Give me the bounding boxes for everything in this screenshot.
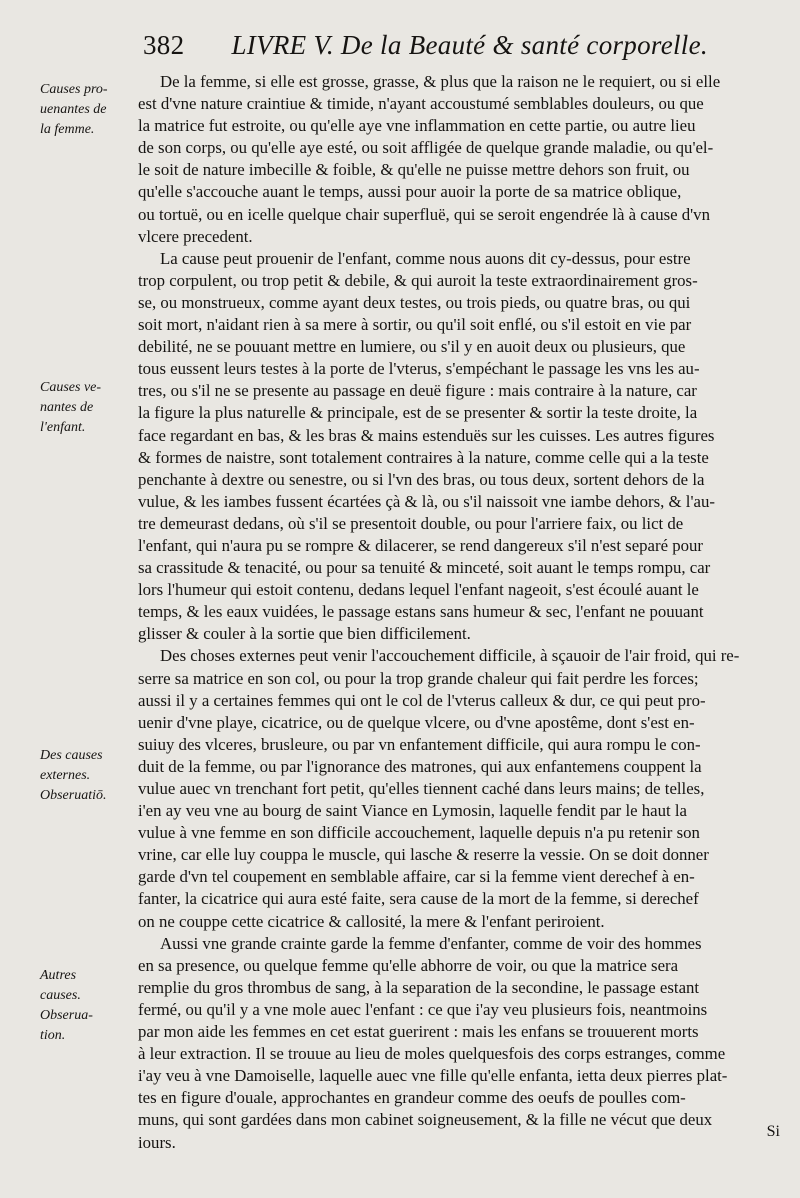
text-line: vlcere precedent.: [138, 226, 253, 246]
text-line: se, ou monstrueux, comme ayant deux testes, ou trois pieds, ou quatre bras, ou qui: [138, 292, 691, 312]
text-line: vrine, car elle luy couppa le muscle, qui lasche & reserre la vessie. On se doit donner: [138, 845, 709, 865]
text-line: & formes de naistre, sont totalement contraires à la nature, comme celle qui a la teste: [138, 447, 709, 467]
body-text: [138, 71, 790, 1154]
text-line: i'ay veu à vne Damoiselle, laquelle auec vne fille qu'elle enfanta, ietta deux pierres plat-: [138, 1066, 728, 1086]
text-line: vulue auec vn trenchant fort petit, qu'elles tiennent caché dans leurs mains; de telles,: [138, 779, 705, 798]
text-line: remplie du gros thrombus de sang, à la separation de la secondine, le passage estant: [138, 977, 700, 997]
text-line: face regardant en bas, & les bras & mains estenduës sur les cuisses. Les autres figures: [138, 425, 715, 445]
text-line: vulue à vne femme en son difficile accouchement, laquelle depuis n'a pu retenir son: [138, 823, 700, 843]
text-line: Aussi vne grande crainte garde la femme d'enfanter, comme de voir des hommes: [160, 933, 702, 953]
text-line: garde d'vn tel coupement en semblable affaire, car si la femme vient derechef à en-: [138, 867, 695, 887]
text-line: soit mort, n'aidant rien à sa mere à sortir, ou qu'il soit enflé, ou s'il estoit en vie par: [138, 315, 692, 335]
text-line: aussi il y a certaines femmes qui ont le col de l'vterus calleux & dur, ce qui peut pro-: [138, 690, 706, 710]
margin-note-child-causes: Causes ve- nantes de l'enfant.: [40, 380, 102, 435]
running-head: LIVRE V. De la Beauté & santé corporelle.: [231, 30, 708, 60]
text-line: La cause peut prouenir de l'enfant, comme nous auons dit cy-dessus, pour estre: [160, 248, 691, 268]
text-line: qu'elle s'accouche auant le temps, aussi pour auoir la porte de sa matrice oblique,: [138, 182, 682, 202]
text-line: Des choses externes peut venir l'accouchement difficile, à sçauoir de l'air froid, qui re-: [160, 646, 740, 666]
text-line: tres, ou s'il ne se presente au passage en deuë figure : mais contraire à la nature, car: [138, 381, 697, 401]
text-line: la figure la plus naturelle & principale, est de se presenter & sortir la teste droite, la: [138, 403, 698, 423]
signature-mark: Si: [766, 1123, 780, 1140]
text-line: on ne couppe cette cicatrice & callosité, la mere & l'enfant periroient.: [138, 911, 605, 931]
text-line: temps, & les eaux vuidées, le passage estans sans humeur & sec, l'enfant ne pouuant: [138, 602, 704, 622]
text-line: i'en ay veu vne au bourg de saint Viance en Lymosin, laquelle fendit par le haut la: [138, 801, 687, 821]
text-line: De la femme, si elle est grosse, grasse, & plus que la raison ne le requiert, ou si elle: [160, 72, 721, 91]
text-line: de son corps, ou qu'elle aye esté, ou soit affligée de quelque grande maladie, ou qu'el-: [138, 138, 714, 158]
text-line: penchante à dextre ou senestre, ou si l'vn des bras, ou tous deux, sortent dehors de la: [138, 469, 705, 489]
margin-note-other-causes: Autres causes. Obserua- tion.: [40, 968, 93, 1043]
text-line: tous eussent leurs testes à la porte de l'vterus, s'empéchant le passage les vns les au-: [138, 359, 700, 379]
margin-note-external-causes: Des causes externes. Obseruatiō.: [40, 748, 107, 803]
text-line: fanter, la cicatrice qui aura esté faite, sera cause de la mort de la femme, si derechef: [138, 889, 699, 909]
text-line: sa crassitude & tenacité, ou pour sa tenuité & minceté, soit auant le temps rompu, car: [138, 558, 711, 578]
text-line: par mon aide les femmes en cet estat guerirent : mais les enfans se trouuerent morts: [138, 1022, 699, 1042]
text-line: est d'vne nature craintiue & timide, n'ayant accoustumé semblables douleurs, ou que: [138, 94, 704, 114]
margin-note-mother-causes: Causes pro- uenantes de la femme.: [40, 82, 108, 137]
text-line: en sa presence, ou quelque femme qu'elle abhorre de voir, ou que la matrice sera: [138, 955, 679, 975]
text-line: fermé, ou qu'il y a vne mole auec l'enfant : ce que i'ay veu plusieurs fois, neantmoins: [138, 999, 708, 1019]
text-line: tes en figure d'ouale, approchantes en grandeur comme des oeufs de poulles com-: [138, 1088, 686, 1108]
text-line: l'enfant, qui n'aura pu se rompre & dilacerer, se rend dangereux s'il n'est separé pour: [138, 535, 703, 555]
text-line: muns, qui sont gardées dans mon cabinet soigneusement, & la fille ne vécut que deux: [138, 1110, 713, 1130]
text-line: serre sa matrice en son col, ou pour la trop grande chaleur qui fait perdre les forces;: [138, 668, 699, 688]
text-line: à leur extraction. Il se trouue au lieu de moles quelquesfois des corps estranges, comme: [138, 1044, 726, 1064]
text-line: trop corpulent, ou trop petit & debile, & qui auroit la teste extraordinairement gros-: [138, 270, 698, 290]
text-line: le soit de nature imbecille & foible, & qu'elle ne puisse mettre dehors son fruit, ou: [138, 160, 690, 180]
page-number: 382: [143, 30, 185, 60]
text-line: vulue, & les iambes fussent écartées çà & là, ou s'il naissoit vne iambe dehors, & l'au-: [138, 491, 715, 511]
text-line: debilité, ne se pouuant mettre en lumiere, ou s'il y en auoit deux ou plusieurs, que: [138, 337, 686, 357]
text-line: duit de la femme, ou par l'ignorance des matrones, qui aux enfantemens couppent la: [138, 756, 702, 776]
text-line: lors l'humeur qui estoit contenu, dedans lequel l'enfant nageoit, s'est écoulé auant le: [138, 580, 699, 600]
text-line: iours.: [138, 1132, 176, 1152]
text-line: uenir d'vne playe, cicatrice, ou de quelque vlcere, ou d'vne apostême, dont s'est en-: [138, 712, 695, 732]
text-line: glisser & couler à la sortie que bien difficilement.: [138, 624, 471, 644]
text-line: la matrice fut estroite, ou qu'elle aye vne inflammation en cette partie, ou autre lieu: [138, 116, 696, 136]
text-line: ou tortuë, ou en icelle quelque chair superfluë, qui se seroit engendrée là à cause d'vn: [138, 204, 710, 224]
text-line: tre demeurast dedans, où s'il se presentoit double, ou pour l'arriere faix, ou lict de: [138, 513, 684, 533]
page-header: [143, 30, 793, 70]
text-line: suiuy des vlceres, brusleure, ou par vn enfantement difficile, qui aura rompu le con-: [138, 734, 701, 754]
